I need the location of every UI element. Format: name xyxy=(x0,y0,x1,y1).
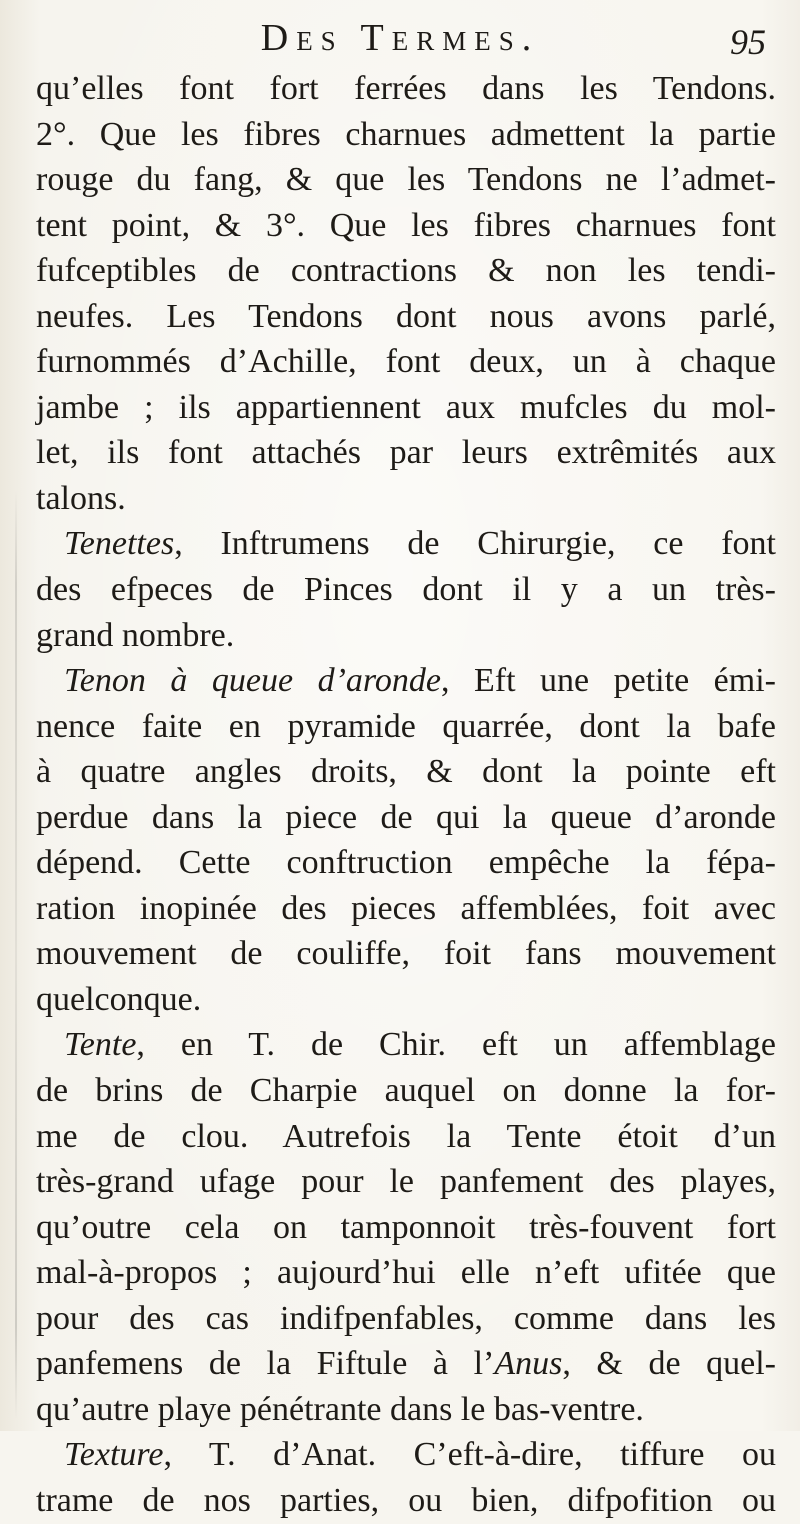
text-fragment: , & de quel- xyxy=(562,1345,776,1383)
entry-definition-start: , T. d’Anat. C’eft-à-dire, tiffure ou xyxy=(163,1436,776,1474)
text-line xyxy=(36,1341,776,1387)
text-line: fufceptibles de contractions & non les tendi- xyxy=(36,252,776,290)
body-text xyxy=(36,66,776,1524)
text-line: de brins de Charpie auquel on donne la for- xyxy=(36,1072,776,1110)
page-number: 95 xyxy=(730,22,766,62)
text-line: pour des cas indifpenfables, comme dans les xyxy=(36,1299,776,1337)
text-line: qu’autre playe pénétrante dans le bas-ventre. xyxy=(36,1390,644,1428)
text-line: dépend. Cette conftruction empêche la fépa- xyxy=(36,844,776,882)
entry-term: Tenettes xyxy=(64,525,175,563)
text-line: grand nombre. xyxy=(36,616,235,654)
text-line: talons. xyxy=(36,479,126,517)
text-line: furnommés d’Achille, font deux, un à chaque xyxy=(36,343,776,381)
entry-tenon xyxy=(36,658,776,704)
text-line: mouvement de couliffe, foit fans mouvement xyxy=(36,935,776,973)
text-line: 2°. Que les fibres charnues admettent la partie xyxy=(36,115,776,153)
text-line: jambe ; ils appartiennent aux mufcles du mol- xyxy=(36,388,776,426)
page-header xyxy=(0,10,800,66)
text-line: perdue dans la piece de qui la queue d’aronde xyxy=(36,798,776,836)
text-line: qu’elles font fort ferrées dans les Tendons. xyxy=(36,70,776,107)
text-line: qu’outre cela on tamponnoit très-fouvent fort xyxy=(36,1208,776,1246)
page-edge-shadow xyxy=(15,490,17,1420)
running-title: Des Termes. xyxy=(260,17,540,59)
text-line: mal-à-propos ; aujourd’hui elle n’eft ufitée que xyxy=(36,1254,776,1292)
text-line: rouge du fang, & que les Tendons ne l’admet- xyxy=(36,161,776,199)
text-line: neufes. Les Tendons dont nous avons parlé, xyxy=(36,297,776,335)
text-line: let, ils font attachés par leurs extrêmités aux xyxy=(36,434,776,472)
entry-term: Texture xyxy=(64,1436,164,1474)
entry-term: Tenon à queue d’aronde xyxy=(64,662,441,700)
entry-definition-start: , en T. de Chir. eft un affemblage xyxy=(136,1026,776,1064)
text-line: à quatre angles droits, & dont la pointe eft xyxy=(36,753,776,791)
text-line: ration inopinée des pieces affemblées, foit avec xyxy=(36,889,776,927)
text-line: me de clou. Autrefois la Tente étoit d’un xyxy=(36,1117,776,1155)
entry-definition-start: , Inftrumens de Chirurgie, ce font xyxy=(174,525,776,563)
text-line: quelconque. xyxy=(36,980,202,1018)
text-line: des efpeces de Pinces dont il y a un très- xyxy=(36,571,776,609)
text-line: nence faite en pyramide quarrée, dont la bafe xyxy=(36,707,776,745)
entry-tente xyxy=(36,1022,776,1068)
italic-term: Anus xyxy=(494,1345,563,1383)
text-line: très-grand ufage pour le panfement des playes, xyxy=(36,1163,776,1201)
entry-term: Tente xyxy=(64,1026,137,1064)
text-line: tent point, & 3°. Que les fibres charnues font xyxy=(36,206,776,244)
entry-texture xyxy=(36,1432,776,1478)
text-fragment: panfemens de la Fiftule à l’ xyxy=(36,1345,495,1383)
entry-definition-start: , Eft une petite émi- xyxy=(440,662,776,700)
entry-tenettes xyxy=(36,521,776,567)
text-line: trame de nos parties, ou bien, difpofition ou xyxy=(36,1481,776,1519)
